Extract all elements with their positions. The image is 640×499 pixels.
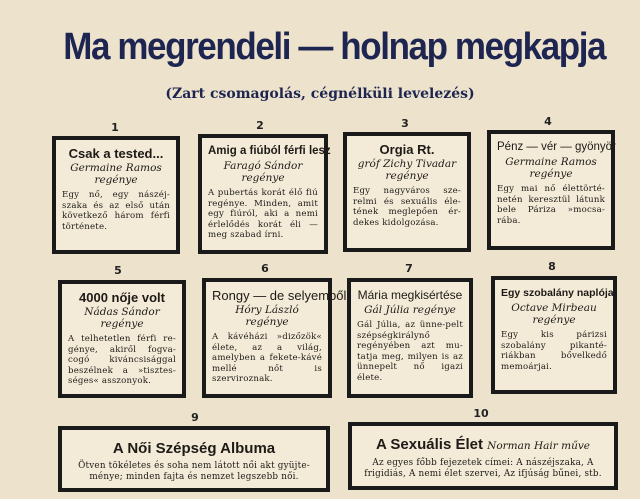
book-description: Ötven tökéletes és soha nem látott női akt gyüjte-ménye; minden fajta és nemzet legszebb női. [78, 461, 310, 482]
book-title: Pénz — vér — gyönyör [497, 141, 616, 153]
headline: Ma megrendeli — holnap megkapja [63, 26, 606, 68]
book-number: 10 [473, 407, 489, 420]
book-description: A kávéházi »dizőzök« élete, az a világ, amelyben a fekete-kávé mellé nőt is szerviroznak. [212, 332, 322, 385]
book-description: A telhetetlen férfi re-génye, akiről fogva-cogó kiváncsisággal beszélnek a »tisztes-séges« asszonyok. [68, 334, 176, 387]
book-title: A Női Szépség Albuma [112, 440, 276, 457]
book-genre: regénye [241, 172, 285, 184]
book-title: Orgia Rt. [379, 142, 435, 157]
book-card [202, 278, 347, 398]
book-number: 1 [111, 121, 119, 134]
book-description: Egy nagyváros sze-relmi és sexuális éle-tének meglepően ér-dekes kidolgozása. [353, 186, 461, 228]
book-genre: regénye [529, 168, 573, 180]
book-title: Rongy — de selyemből [212, 288, 347, 303]
book-author: gróf Zichy Tivadar [357, 158, 457, 170]
book-title: Egy szobalány naplója [501, 287, 614, 299]
book-number: 3 [401, 117, 409, 130]
book-card [487, 130, 615, 250]
book-genre: regénye [532, 314, 576, 326]
book-card [58, 280, 186, 398]
book-genre: regénye [385, 170, 429, 182]
book-author: Gál Júlia regénye [364, 304, 456, 316]
book-card [198, 134, 331, 254]
book-title: Csak a tested... [68, 146, 164, 161]
book-card [348, 422, 618, 490]
book-genre: regénye [245, 316, 289, 328]
book-card [58, 426, 330, 492]
book-title: A Sexuális Élet [375, 436, 483, 453]
book-author: Norman Hair műve [487, 440, 590, 452]
book-card [52, 136, 180, 254]
book-genre: regénye [94, 174, 138, 186]
book-genre: regénye [100, 318, 144, 330]
book-number: 8 [548, 260, 556, 273]
book-title: 4000 nője volt [79, 290, 165, 305]
book-description: Egy kis párizsi szobalány pikanté-riákban bővelkedő memoárjai. [501, 330, 607, 372]
book-description: Egy nő, egy nászéj-szaka és az első után következő három férfi története. [62, 190, 170, 232]
book-card [491, 276, 617, 394]
book-number: 4 [544, 115, 552, 128]
book-author: Nádas Sándor [84, 306, 160, 318]
book-number: 2 [256, 119, 264, 132]
book-card [347, 278, 473, 398]
book-description: A pubertás korát élő fiú regénye. Minden, amit egy fiúról, aki a nemi érlelődés korát éli — meg szabad írni. [208, 188, 318, 241]
book-number: 6 [261, 262, 269, 275]
book-author: Hóry László [235, 304, 299, 316]
book-title: Mária megkisértése [357, 288, 463, 302]
book-description: Egy mai nő élettörté-netén keresztül látunk bele Páriza »mocsa-rába. [497, 184, 605, 226]
book-number: 9 [191, 411, 199, 424]
book-author: Octave Mirbeau [511, 302, 597, 314]
book-number: 5 [114, 264, 122, 277]
book-title: Amig a fiúból férfi lesz [208, 145, 331, 157]
book-description: Az egyes főbb fejezetek címei: A nászéjszaka, A frigidiás, A nemi élet szervei, Az ifjúság bűnei, stb. [364, 458, 602, 479]
book-description: Gál Júlia, az ünne-pelt szépségkirálynő regényében azt mu-tatja meg, milyen is az ünnepelt nő igazi élete. [357, 320, 463, 383]
book-card [343, 132, 471, 252]
book-author: Germaine Ramos [505, 156, 597, 168]
book-author: Germaine Ramos [70, 162, 162, 174]
book-number: 7 [405, 262, 413, 275]
book-author: Faragó Sándor [223, 160, 303, 172]
book-title-line [358, 436, 608, 455]
subheadline: (Zart csomagolás, cégnélküli levelezés) [165, 86, 475, 102]
